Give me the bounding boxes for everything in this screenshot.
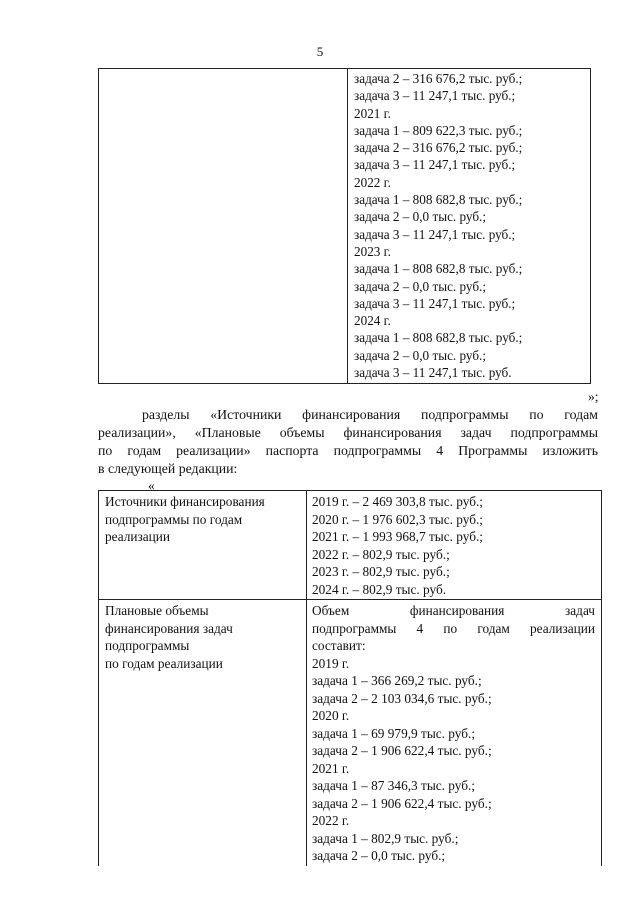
table-row [99, 600, 602, 866]
amount-line: задача 2 – 1 906 622,4 тыс. руб.; [312, 795, 492, 811]
year-amount-line: 2020 г. – 1 976 602,3 тыс. руб.; [312, 511, 484, 527]
intro-line: подпрограммы 4 по годам реализации [312, 620, 595, 636]
amount-line: задача 1 – 808 682,8 тыс. руб.; [354, 192, 523, 208]
amount-line: задача 2 – 0,0 тыс. руб.; [354, 347, 487, 363]
year-line: 2020 г. [312, 708, 350, 723]
year-amount-line: 2024 г. – 802,9 тыс. руб. [312, 581, 447, 597]
value-line: составит: [312, 638, 366, 653]
label-line: подпрограммы [105, 638, 190, 653]
label-line: Источники финансирования [105, 494, 265, 509]
empty-label-cell [99, 69, 348, 384]
opening-quote: « [148, 478, 155, 493]
amount-line: задача 2 – 0,0 тыс. руб.; [354, 278, 487, 294]
amount-line: задача 3 – 11 247,1 тыс. руб.; [354, 88, 516, 104]
funding-sources-value-cell [307, 491, 602, 600]
amount-line: задача 1 – 69 979,9 тыс. руб.; [312, 725, 476, 741]
year-line: 2024 г. [354, 313, 391, 329]
amount-line: задача 3 – 11 247,1 тыс. руб. [354, 365, 512, 381]
planned-volumes-value-cell [307, 600, 602, 866]
year-line: 2021 г. [354, 105, 391, 121]
page-number: 5 [316, 44, 324, 59]
amount-line: задача 3 – 11 247,1 тыс. руб.; [354, 295, 516, 311]
year-line: 2022 г. [354, 174, 391, 190]
amount-line: задача 2 – 2 103 034,6 тыс. руб.; [312, 690, 492, 706]
year-amount-line: 2019 г. – 2 469 303,8 тыс. руб.; [312, 494, 484, 509]
year-line: 2019 г. [312, 655, 350, 671]
year-line: 2021 г. [312, 760, 350, 776]
label-line: Плановые объемы [105, 603, 209, 618]
budget-continuation-table [98, 68, 591, 384]
amount-line: задача 2 – 316 676,2 тыс. руб.; [354, 140, 523, 156]
planned-volumes-label-cell [99, 600, 307, 866]
amount-line: задача 1 – 808 682,8 тыс. руб.; [354, 261, 523, 277]
amount-line: задача 2 – 0,0 тыс. руб.; [312, 848, 446, 863]
paragraph-line: в следующей редакции: [98, 461, 238, 476]
year-amount-line: 2021 г. – 1 993 968,7 тыс. руб.; [312, 529, 484, 544]
paragraph-line: реализации», «Плановые объемы финансирования задач подпрограммы [98, 425, 598, 440]
label-line: подпрограммы по годам [105, 511, 243, 527]
label-line: финансирования задач [105, 620, 233, 636]
label-line: реализации [105, 529, 170, 544]
label-line: по годам реализации [105, 655, 223, 671]
amount-line: задача 1 – 808 682,8 тыс. руб.; [354, 330, 523, 346]
year-line: 2022 г. [312, 813, 350, 828]
amount-line: задача 3 – 11 247,1 тыс. руб.; [354, 226, 516, 242]
year-amount-line: 2022 г. – 802,9 тыс. руб.; [312, 546, 450, 562]
table-row [99, 69, 591, 384]
amount-line: задача 2 – 0,0 тыс. руб.; [354, 209, 487, 225]
year-line: 2023 г. [354, 243, 391, 259]
year-amount-line: 2023 г. – 802,9 тыс. руб.; [312, 564, 450, 579]
subprogram-passport-table [98, 490, 602, 866]
amount-line: задача 2 – 316 676,2 тыс. руб.; [354, 71, 523, 86]
amount-line: задача 1 – 366 269,2 тыс. руб.; [312, 673, 482, 688]
amount-line: задача 1 – 87 346,3 тыс. руб.; [312, 778, 476, 793]
paragraph-line: по годам реализации» паспорта подпрограммы 4 Программы изложить [98, 443, 598, 458]
intro-line: Объем финансирования задач [312, 603, 595, 618]
amount-line: задача 2 – 1 906 622,4 тыс. руб.; [312, 743, 492, 758]
closing-quote: »; [588, 389, 599, 404]
paragraph-line: разделы «Источники финансирования подпрограммы по годам [142, 407, 598, 422]
funding-sources-label-cell [99, 491, 307, 600]
amendment-paragraph [98, 406, 598, 478]
amount-line: задача 1 – 802,9 тыс. руб.; [312, 830, 459, 846]
amount-line: задача 3 – 11 247,1 тыс. руб.; [354, 157, 516, 173]
amount-line: задача 1 – 809 622,3 тыс. руб.; [354, 122, 523, 138]
task-amounts-cell [348, 69, 591, 384]
table-row [99, 491, 602, 600]
